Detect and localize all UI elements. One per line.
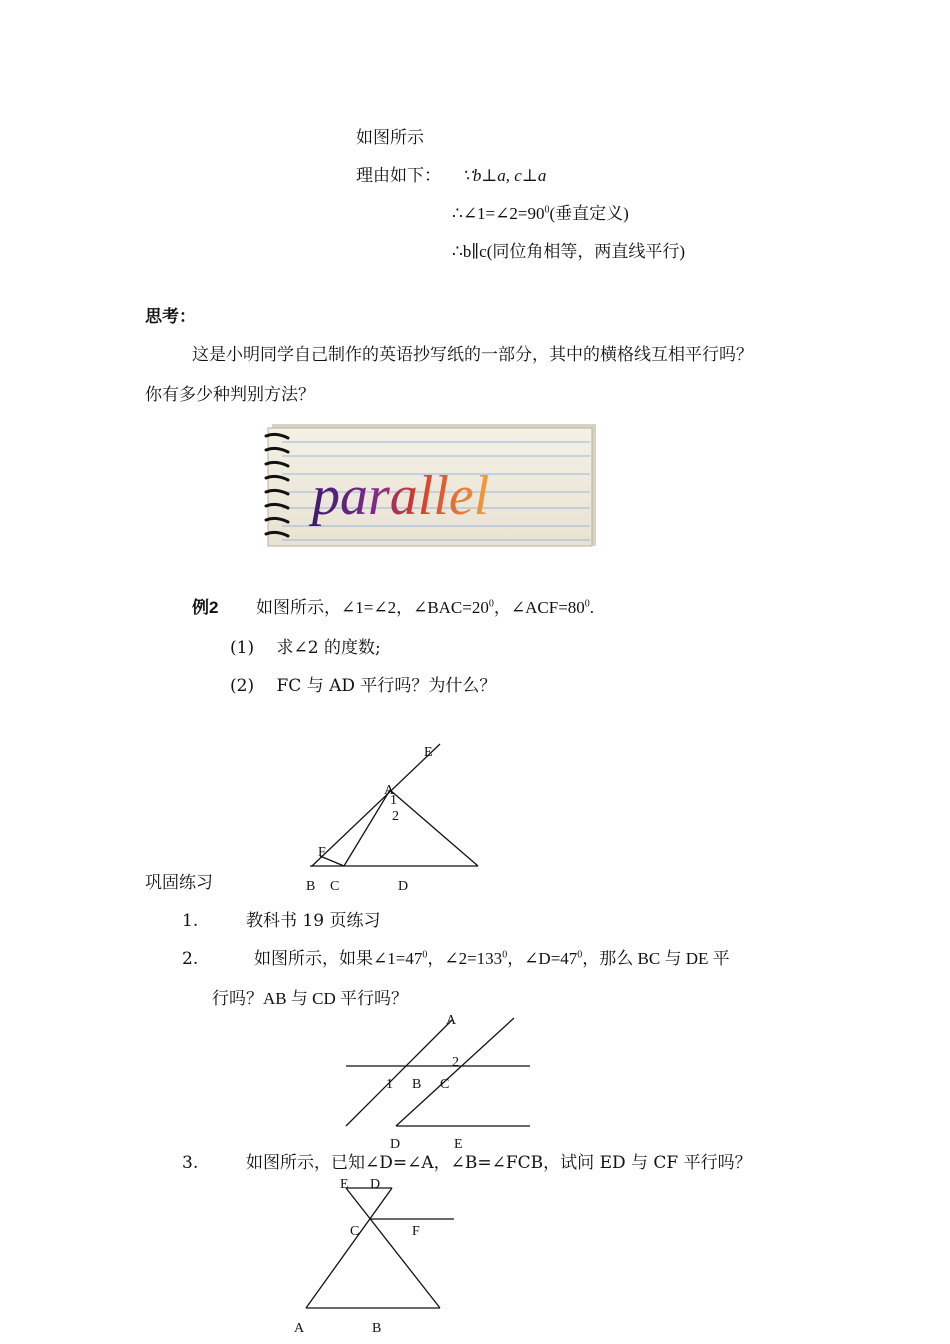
label-D: D [398,879,409,894]
fig2-label-B: B [412,1077,422,1092]
proof-line-2-label: 理由如下： [356,166,441,186]
practice-item-2-number: 2. [182,949,199,969]
think-heading: 思考： [145,307,196,327]
practice-2-figure [340,1010,540,1156]
practice-item-1-number: 1. [182,911,199,931]
fig2-label-A: A [446,1013,457,1028]
label-B: B [306,879,316,894]
think-paragraph-1: 这是小明同学自己制作的英语抄写纸的一部分，其中的横格线互相平行吗？ [192,345,753,365]
practice-item-3-number: 3. [182,1153,199,1173]
label-E: E [424,745,433,760]
proof-line-1: 如图所示 [356,128,424,148]
example-2-question-2: (2) FC 与 AD 平行吗？为什么？ [230,676,497,696]
think-paragraph-2: 你有多少种判别方法？ [145,385,315,405]
notebook-word: parallel [312,465,490,527]
practice-item-3-text: 如图所示，已知∠D=∠A，∠B=∠FCB，试问 ED 与 CF 平行吗？ [246,1153,752,1173]
label-F: F [318,845,326,860]
example-2-text: 如图所示，∠1=∠2，$\angle BAC=20^0$，$\angle ACF=80^0$. [256,598,595,617]
fig3-label-A: A [294,1321,305,1336]
label-A: A [384,783,395,798]
fig3-label-E: E [340,1177,349,1192]
proof-line-2-math: ∵b⊥a, c⊥a [462,166,547,185]
practice-item-2-text-line-2: 行吗？AB 与 CD 平行吗？ [212,989,408,1008]
fig3-label-C: C [350,1224,360,1239]
example-2-figure [300,738,490,898]
example-2-label: 例2 [192,598,219,617]
fig3-label-D: D [370,1177,381,1192]
label-angle-2: 2 [392,809,399,824]
fig3-label-F: F [412,1224,420,1239]
fig2-label-angle-1: 1 [386,1077,393,1092]
fig2-label-angle-2: 2 [452,1055,459,1070]
notebook-illustration [262,422,600,550]
label-angle-1: 1 [390,793,397,808]
example-2-question-1: (1) 求∠2 的度数; [230,638,381,658]
fig3-label-B: B [372,1321,382,1336]
practice-heading: 巩固练习 [145,873,213,893]
proof-line-3: $\therefore\angle 1=\angle 2=90^0$(垂直定义) [452,204,629,223]
practice-item-1-text: 教科书 19 页练习 [246,911,381,931]
practice-item-2-text: 如图所示，如果$\angle 1=47^0$，$\angle 2=133^0$，$\angle D=47^0$，那么 BC 与 DE 平 [254,949,730,968]
fig2-label-C: C [440,1077,450,1092]
fig2-label-D: D [390,1137,401,1152]
proof-line-4: ∴b∥c(同位角相等，两直线平行) [452,242,686,261]
label-C: C [330,879,340,894]
practice-3-figure [290,1172,470,1342]
fig2-label-E: E [454,1137,463,1152]
